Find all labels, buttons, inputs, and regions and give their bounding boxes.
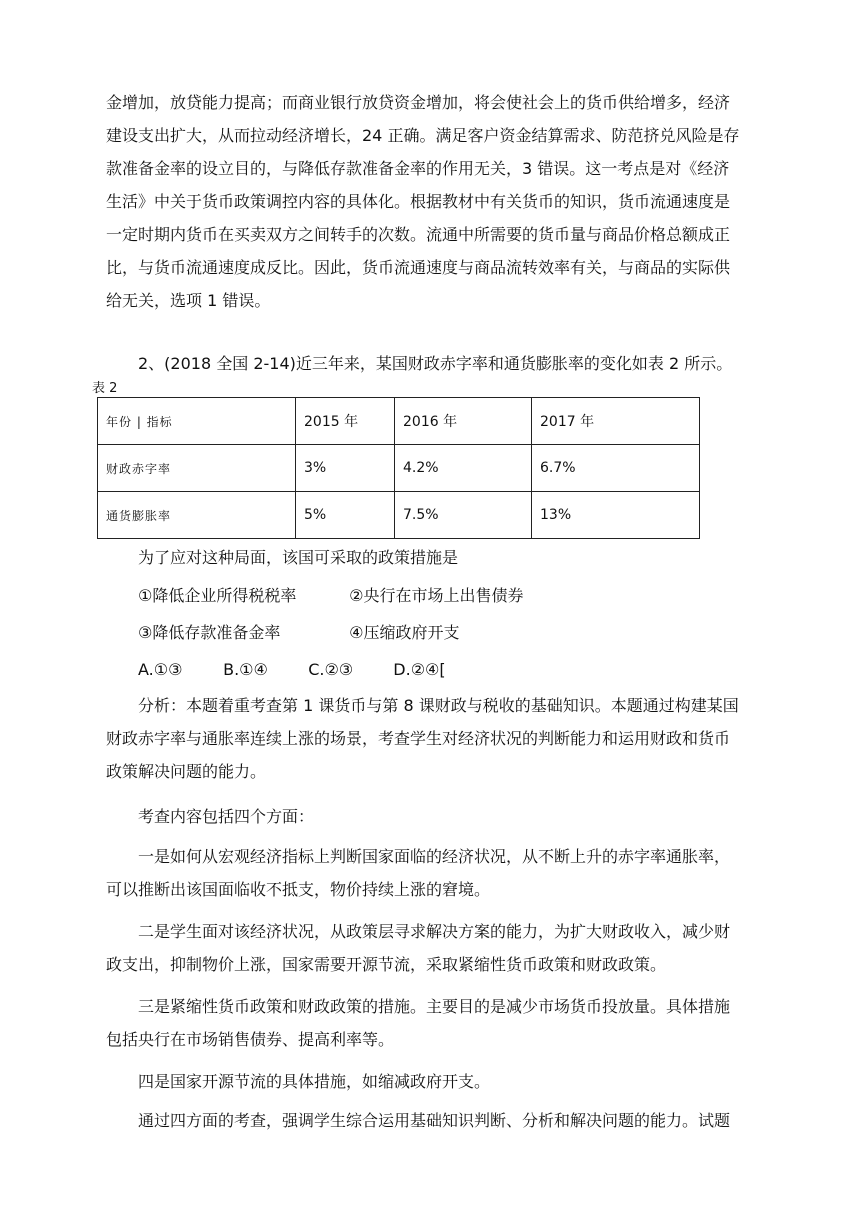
text-line: 包括央行在市场销售债券、提高利率等。 [106, 1030, 395, 1049]
data-table [97, 397, 700, 539]
text-line: 生活》中关于货币政策调控内容的具体化。根据教材中有关货币的知识，货币流通速度是 [106, 192, 731, 211]
text-line: 可以推断出该国面临收不抵支，物价持续上涨的窘境。 [106, 880, 491, 899]
table-row [98, 445, 700, 492]
point-two [106, 915, 758, 981]
table-cell: 5% [296, 492, 395, 539]
table-header-cell: 年份 | 指标 [98, 398, 296, 445]
table-header-row [98, 398, 700, 445]
options-row [138, 621, 459, 645]
table-header-cell: 2017 年 [532, 398, 700, 445]
text-line: 通过四方面的考查，强调学生综合运用基础知识判断、分析和解决问题的能力。试题 [138, 1111, 731, 1130]
table-cell: 7.5% [395, 492, 532, 539]
table-cell: 6.7% [532, 445, 700, 492]
prompt-text: 为了应对这种局面，该国可采取的政策措施是 [138, 548, 459, 567]
answer-choice: D.②④[ [393, 660, 446, 679]
option-item: ②央行在市场上出售债券 [349, 586, 524, 605]
conclusion-paragraph [106, 1104, 758, 1137]
option-item: ③降低存款准备金率 [138, 623, 281, 642]
table-header-cell: 2015 年 [296, 398, 395, 445]
text-line: 建设支出扩大，从而拉动经济增长，24 正确。满足客户资金结算需求、防范挤兑风险是存 [106, 126, 740, 145]
text-line: 给无关，选项 1 错误。 [106, 291, 271, 310]
table-row [98, 492, 700, 539]
question-paragraph [106, 347, 758, 380]
text-line: 政策解决问题的能力。 [106, 762, 267, 781]
text-line: 一是如何从宏观经济指标上判断国家面临的经济状况，从不断上升的赤字率通胀率， [138, 847, 731, 866]
text-line: 三是紧缩性货币政策和财政政策的措施。主要目的是减少市场货币投放量。具体措施 [138, 997, 731, 1016]
answer-choices [138, 658, 446, 682]
table-cell: 财政赤字率 [98, 445, 296, 492]
text-line: 比，与货币流通速度成反比。因此，货币流通速度与商品流转效率有关，与商品的实际供 [106, 258, 731, 277]
table-header-cell: 2016 年 [395, 398, 532, 445]
analysis-paragraph [106, 689, 758, 788]
table-cell: 3% [296, 445, 395, 492]
option-item: ①降低企业所得税税率 [138, 586, 297, 605]
point-one [106, 840, 758, 906]
text-line: 考查内容包括四个方面： [138, 807, 315, 826]
options-row [138, 584, 523, 608]
table-cell: 通货膨胀率 [98, 492, 296, 539]
intro-paragraph [106, 86, 758, 317]
table-cell: 13% [532, 492, 700, 539]
text-line: 款准备金率的设立目的，与降低存款准备金率的作用无关，3 错误。这一考点是对《经济 [106, 159, 730, 178]
option-item: ④压缩政府开支 [349, 623, 460, 642]
text-line: 二是学生面对该经济状况，从政策层寻求解决方案的能力，为扩大财政收入，减少财 [138, 922, 731, 941]
table-cell: 4.2% [395, 445, 532, 492]
text-line: 分析：本题着重考查第 1 课货币与第 8 课财政与税收的基础知识。本题通过构建某国 [138, 696, 739, 715]
text-line: 金增加，放贷能力提高；而商业银行放贷资金增加，将会使社会上的货币供给增多，经济 [106, 93, 731, 112]
point-four [106, 1065, 758, 1098]
text-line: 一定时期内货币在买卖双方之间转手的次数。流通中所需要的货币量与商品价格总额成正 [106, 225, 731, 244]
text-line: 四是国家开源节流的具体措施，如缩减政府开支。 [138, 1072, 491, 1091]
table-caption: 表 2 [92, 381, 118, 396]
content-intro [106, 800, 758, 833]
text-line: 政支出，抑制物价上涨，国家需要开源节流，采取紧缩性货币政策和财政政策。 [106, 955, 667, 974]
answer-choice: B.①④ [223, 660, 268, 679]
point-three [106, 990, 758, 1056]
answer-choice: C.②③ [308, 660, 354, 679]
question-text: 2、(2018 全国 2-14)近三年来，某国财政赤字率和通货膨胀率的变化如表 2 所示。 [138, 354, 733, 373]
text-line: 财政赤字率与通胀率连续上涨的场景，考查学生对经济状况的判断能力和运用财政和货币 [106, 729, 731, 748]
answer-choice: A.①③ [138, 660, 183, 679]
